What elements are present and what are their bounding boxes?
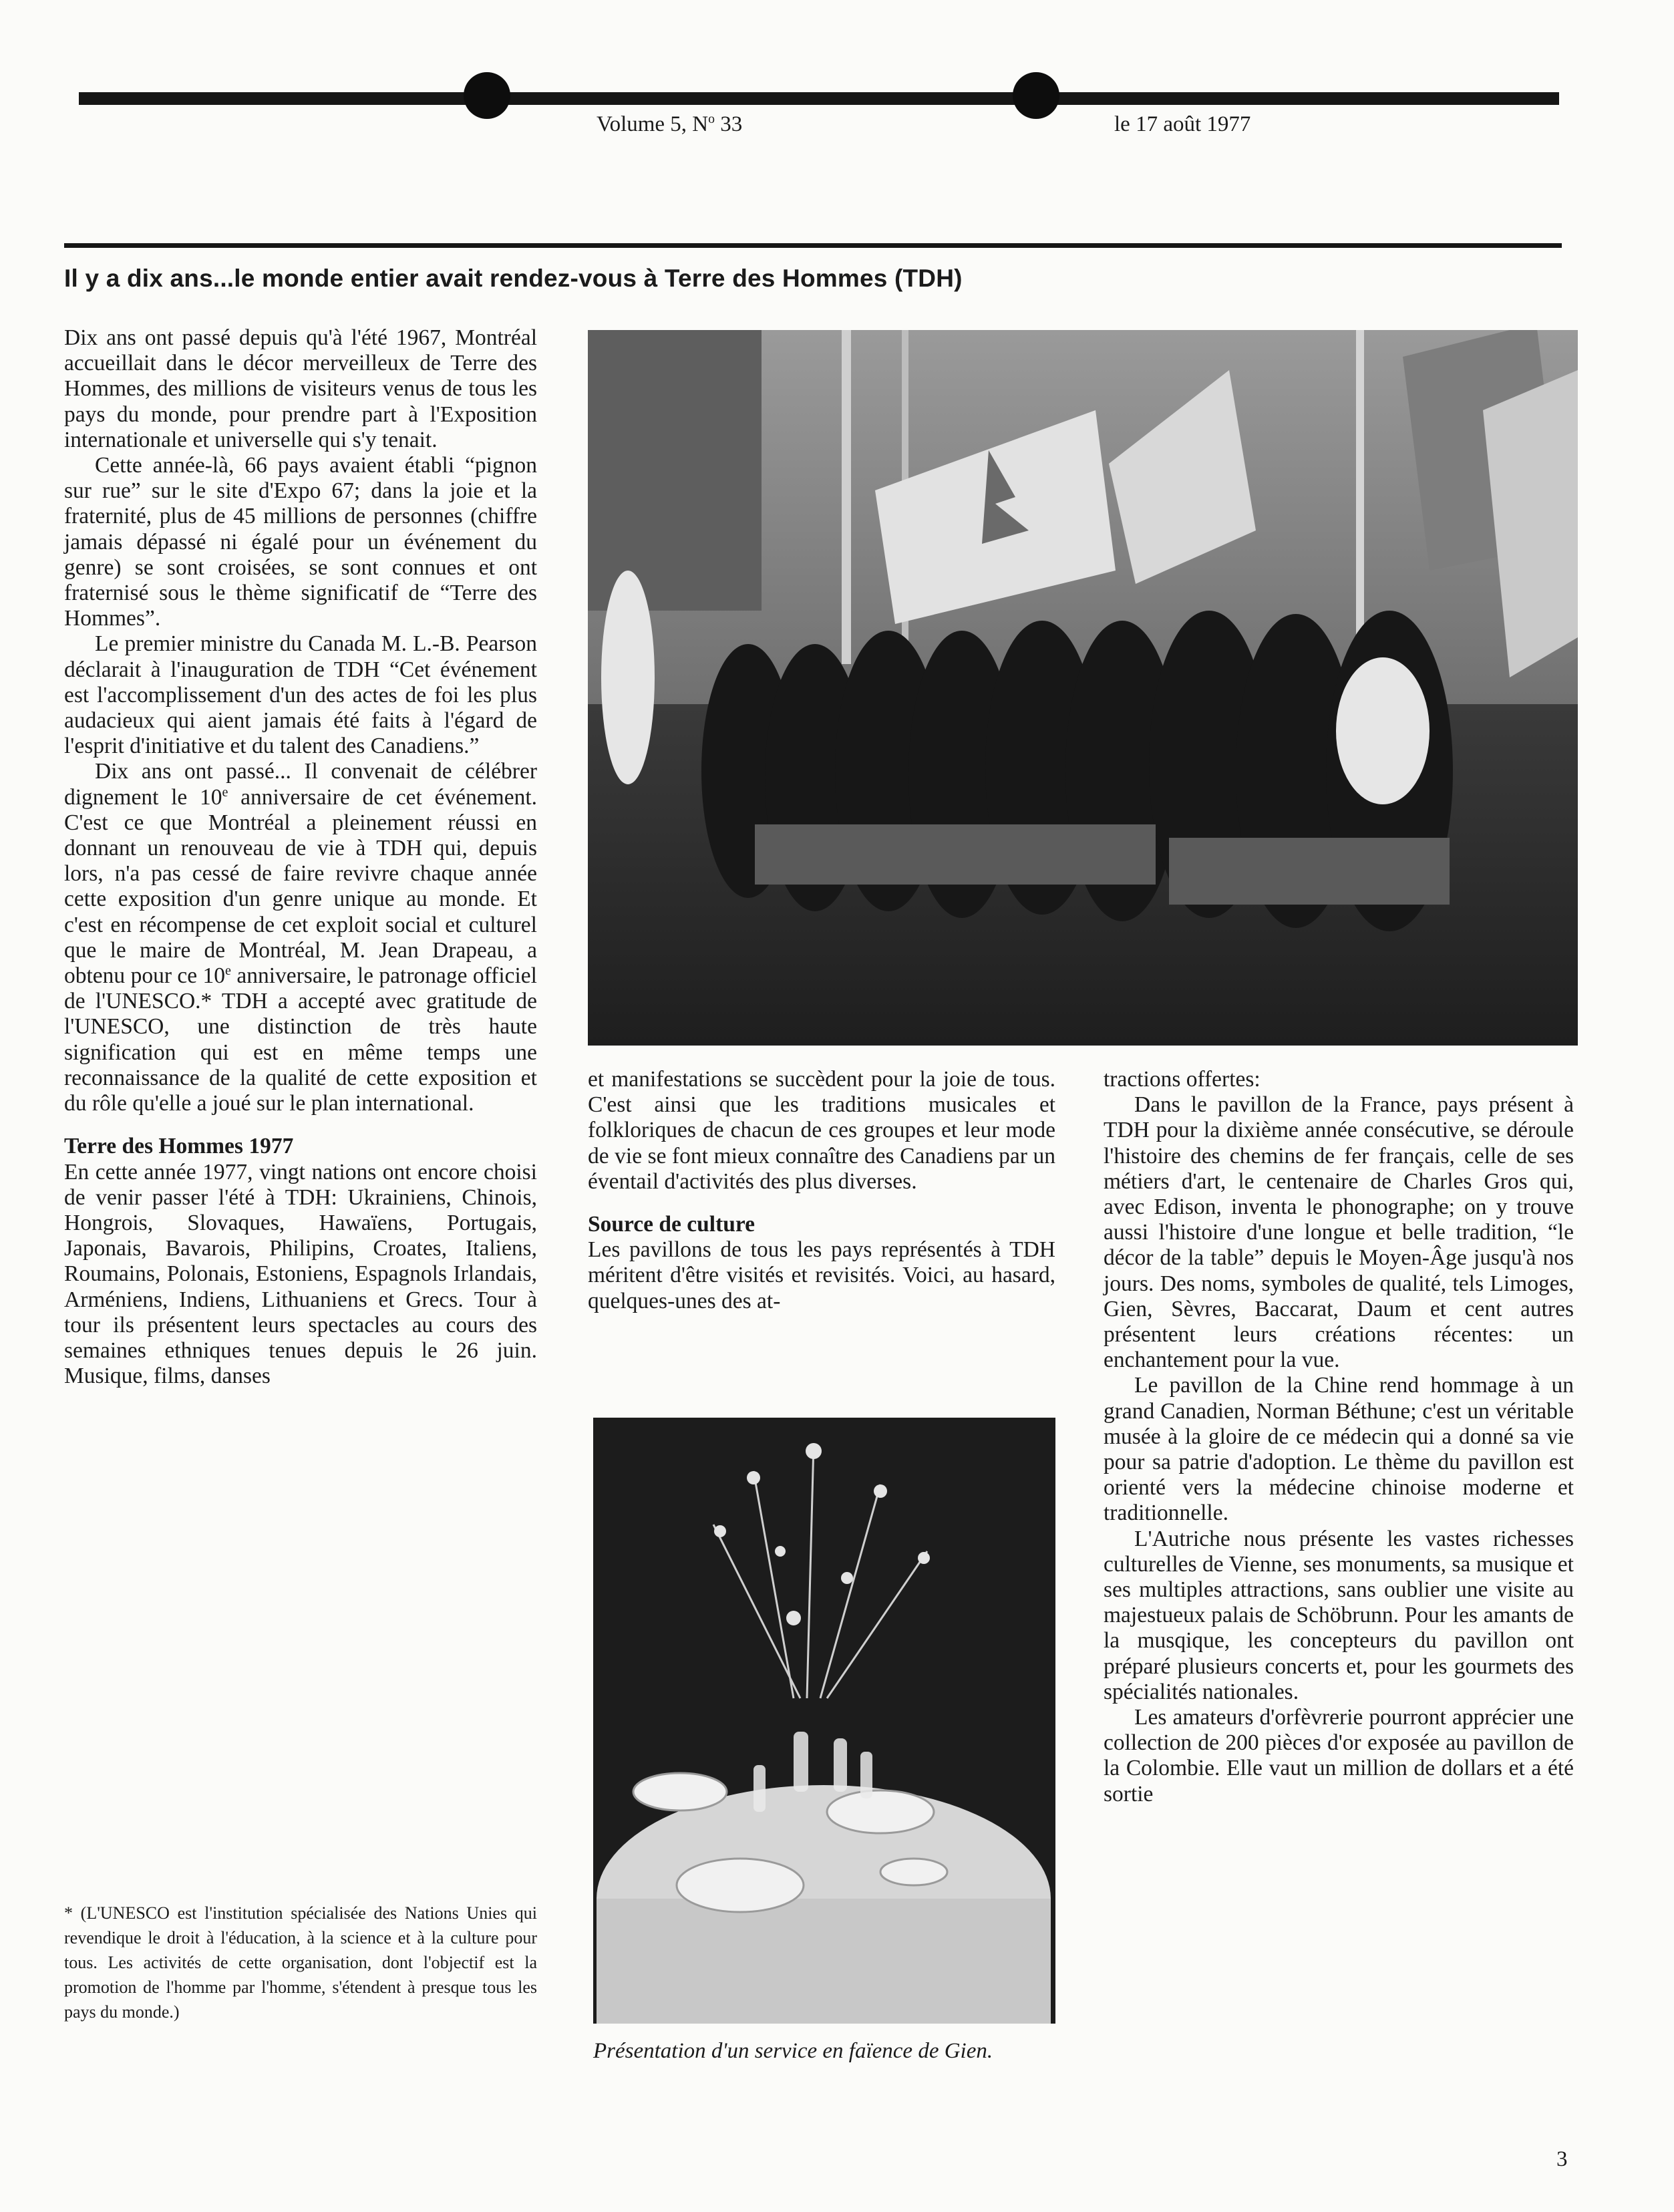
photo-table-setting (593, 1418, 1055, 2024)
paragraph: En cette année 1977, vingt nations ont encore choisi de venir passer l'été à TDH: Ukrainiens, Chinois, Hongrois, Slovaques, Hawaïens, Portugais, Japonais, Bavarois, Philipins, Croates, Italiens, Roumains, Polonais, Estoniens, Espagnols Irlandais, Arméniens, Indiens, Lithuaniens et Grecs. Tour à tour ils présentent leurs spectacles au cours des semaines ethniques tenues depuis le 26 juin. Musique, films, danses (64, 1159, 537, 1389)
article-column-2 (588, 1067, 1055, 1314)
issue-date: le 17 août 1977 (1114, 112, 1251, 136)
article-headline: Il y a dix ans...le monde entier avait rendez-vous à Terre des Hommes (TDH) (64, 265, 963, 292)
photo-dancers (588, 330, 1578, 1046)
article-column-3 (1104, 1067, 1574, 1807)
headline-rule (64, 243, 1562, 248)
section-heading: Source de culture (588, 1212, 755, 1237)
paragraph: Dix ans ont passé depuis qu'à l'été 1967, Montréal accueillait dans le décor merveilleux de Terre des Hommes, des millions de visiteurs venus de tous les pays du monde, pour prendre part à l'Exposition internationale et universelle qui s'y tenait. (64, 325, 537, 452)
paragraph: Le pavillon de la Chine rend hommage à un grand Canadien, Norman Béthune; c'est un véritable musée à la gloire de ce médecin qui a donné sa vie pour sa patrie d'adoption. Le thème du pavillon est orienté vers la médecine chinoise moderne et traditionnelle. (1104, 1373, 1574, 1526)
article-column-1 (64, 325, 537, 1389)
paragraph: tractions offertes: (1104, 1067, 1261, 1092)
footnote: * (L'UNESCO est l'institution spécialisée des Nations Unies qui revendique le droit à l'éducation, à la science et à la culture pour tous. Les activités de cette organisation, dont l'objectif est la promotion de l'homme par l'homme, s'étendent à presque tous les pays du monde.) (64, 1903, 537, 2022)
section-heading: Terre des Hommes 1977 (64, 1134, 294, 1159)
photo-caption: Présentation d'un service en faïence de Gien. (593, 2039, 993, 2063)
paragraph: Dans le pavillon de la France, pays présent à TDH pour la dixième année consécutive, se déroule l'histoire des chemins de fer français, celle de ses métiers d'art, le centenaire de Charles Gros qui, avec Edison, inventa le phonographe; on y trouve aussi l'histoire d'une longue et belle tradition, “le décor de la table” depuis le Moyen-Âge jusqu'à nos jours. Des noms, symboles de qualité, tels Limoges, Gien, Sèvres, Baccarat, Daum et cent autres présentent leurs créations récentes: un enchantement pour la vue. (1104, 1092, 1574, 1373)
paragraph: Le premier ministre du Canada M. L.-B. Pearson déclarait à l'inauguration de TDH “Cet événement est l'accomplissement d'un des actes de foi les plus audacieux qui aient jamais été faits à l'égard de l'esprit d'initiative et du talent des Canadiens.” (64, 631, 537, 759)
masthead-dot-left (464, 72, 510, 119)
paragraph: Dix ans ont passé... Il convenait de célébrer dignement le 10e anniversaire de cet événement. C'est ce que Montréal a pleinement réussi en donnant un renouveau de vie à TDH qui, depuis lors, n'a pas cessé de faire revivre chaque année cette exposition d'un genre unique au monde. Et c'est en récompense de cet exploit social et culturel que le maire de Montréal, M. Jean Drapeau, a obtenu pour ce 10e anniversaire, le patronage officiel de l'UNESCO.* TDH a accepté avec gratitude de l'UNESCO, une distinction de très haute signification qui est en même temps une reconnaissance de la qualité de cette exposition et du rôle qu'elle a joué sur le plan international. (64, 759, 537, 1116)
masthead-rule (79, 92, 1559, 105)
volume-number: Volume 5, $N^o$ 33 (597, 112, 743, 136)
masthead-dot-right (1013, 72, 1059, 119)
paragraph: Les amateurs d'orfèvrerie pourront apprécier une collection de 200 pièces d'or exposée au pavillon de la Colombie. Elle vaut un million de dollars et a été sortie (1104, 1705, 1574, 1806)
paragraph: Cette année-là, 66 pays avaient établi “pignon sur rue” sur le site d'Expo 67; dans la joie et la fraternité, plus de 45 millions de personnes (chiffre jamais dépassé ni égalé pour un événement du genre) se sont croisées, se sont connues et ont fraternisé sous le thème significatif de “Terre des Hommes”. (64, 453, 537, 631)
paragraph: et manifestations se succèdent pour la joie de tous. C'est ainsi que les traditions musicales et folkloriques de chacun de ces groupes et leur mode de vie se font mieux connaître des Canadiens par un éventail d'activités des plus diverses. (588, 1067, 1055, 1194)
page-number: 3 (1556, 2147, 1568, 2171)
paragraph: L'Autriche nous présente les vastes richesses culturelles de Vienne, ses monuments, sa musique et ses multiples attractions, sans oublier une visite au majestueux palais de Schöbrunn. Pour les amants de la musqique, les concepteurs du pavillon ont préparé plusieurs concerts et, pour les gourmets des spécialités nationales. (1104, 1526, 1574, 1704)
paragraph: Les pavillons de tous les pays représentés à TDH méritent d'être visités et revisités. Voici, au hasard, quelques-unes des at- (588, 1237, 1055, 1313)
